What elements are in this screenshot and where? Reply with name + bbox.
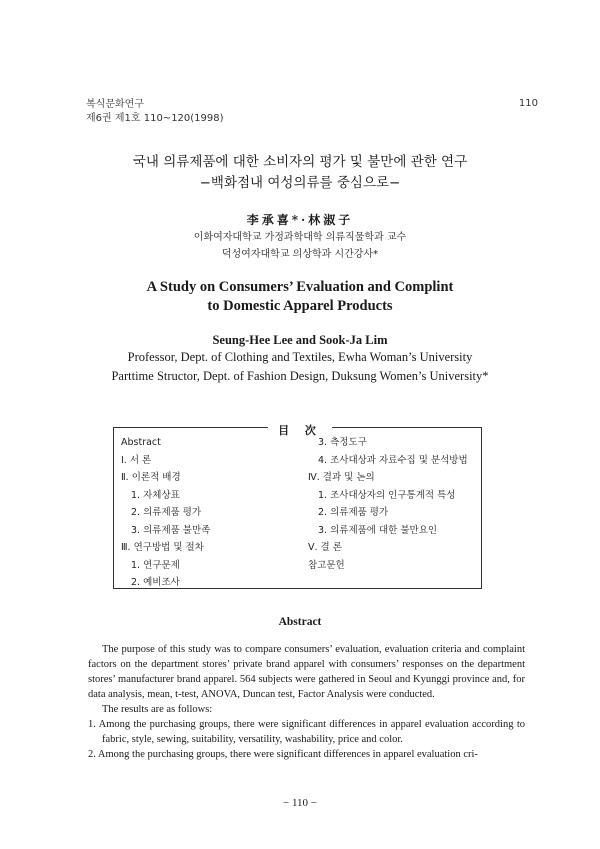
abstract-paragraph: The purpose of this study was to compare consumers’ evaluation, evaluation criteria and complaint factors on the department stores’ private brand apparel with consumers’ responses on the department stores’ manufacturer brand apparel. 564 subjects were gathered in Seoul and Kyunggi province and, for data analysis, mean, t-test, ANOVA, Duncan test, Factor Analysis were conducted. (88, 644, 525, 700)
english-affiliation-1: Professor, Dept. of Clothing and Textiles, Ewha Woman’s University (127, 350, 473, 364)
toc-item: Ⅴ. 결 론 (308, 542, 342, 553)
toc-item: 3. 측정도구 (318, 437, 367, 448)
abstract-result-2: 2. Among the purchasing groups, there were significant differences in apparel evaluation cri- (88, 749, 478, 760)
toc-item: Ⅰ. 서 론 (121, 454, 152, 466)
toc-item: Ⅲ. 연구방법 및 절차 (121, 542, 204, 553)
korean-title-line1: 국내 의류제품에 대한 소비자의 평가 및 불만에 관한 연구 (132, 154, 468, 170)
toc-item: 4. 조사대상과 자료수집 및 분석방법 (318, 454, 468, 466)
toc-item: Ⅳ. 결과 및 논의 (308, 472, 375, 483)
korean-title-line2: −백화점내 여성의류를 중심으로− (199, 175, 401, 191)
abstract-result-1: 1. Among the purchasing groups, there were significant differences in apparel evaluation according to fabric, style, sewing, suitability, versatility, washability, price and color. (88, 719, 525, 745)
toc-item: 3. 의류제품에 대한 불만요인 (318, 524, 438, 536)
abstract-heading: Abstract (278, 616, 322, 628)
page-number: 110 (518, 98, 538, 109)
page-footer: − 110 − (283, 797, 317, 809)
toc-item: Abstract (121, 437, 161, 448)
toc-item: 참고문헌 (308, 559, 345, 571)
abstract-results-intro: The results are as follows: (102, 704, 213, 715)
abstract-body (88, 642, 525, 762)
toc-title (0, 419, 600, 438)
english-title-line2: to Domestic Apparel Products (207, 298, 393, 314)
korean-affiliation-2: 덕성여자대학교 의상학과 시간강사* (221, 249, 379, 260)
toc-item: Ⅱ. 이론적 배경 (121, 472, 181, 483)
toc-item: 1. 자체상표 (131, 489, 180, 501)
toc-item: 1. 연구문제 (131, 559, 180, 571)
toc-item: 2. 의류제품 평가 (131, 507, 202, 518)
toc-left-column (121, 434, 210, 592)
toc-right-column (308, 434, 468, 574)
english-title-line1: A Study on Consumers’ Evaluation and Complint (146, 279, 454, 295)
toc-item: 3. 의류제품 불만족 (131, 524, 211, 536)
journal-name: 복식문화연구 (86, 99, 144, 110)
journal-info (86, 98, 224, 126)
volume-info: 제6권 제1호 110~120(1998) (86, 113, 224, 124)
korean-authors: 李承喜*·林淑子 (246, 213, 354, 227)
toc-item: 2. 의류제품 평가 (318, 507, 389, 518)
toc-item: 2. 예비조사 (131, 577, 180, 588)
korean-affiliation-1: 이화여자대학교 가정과학대학 의류직물학과 교수 (193, 232, 407, 243)
toc-item: 1. 조사대상자의 인구통계적 특성 (318, 489, 456, 501)
english-title (0, 278, 600, 316)
english-authors: Seung-Hee Lee and Sook-Ja Lim (212, 333, 388, 347)
toc-title-text: 目 次 (268, 424, 332, 437)
english-affiliation-2: Parttime Structor, Dept. of Fashion Design, Duksung Women’s University* (111, 369, 489, 383)
